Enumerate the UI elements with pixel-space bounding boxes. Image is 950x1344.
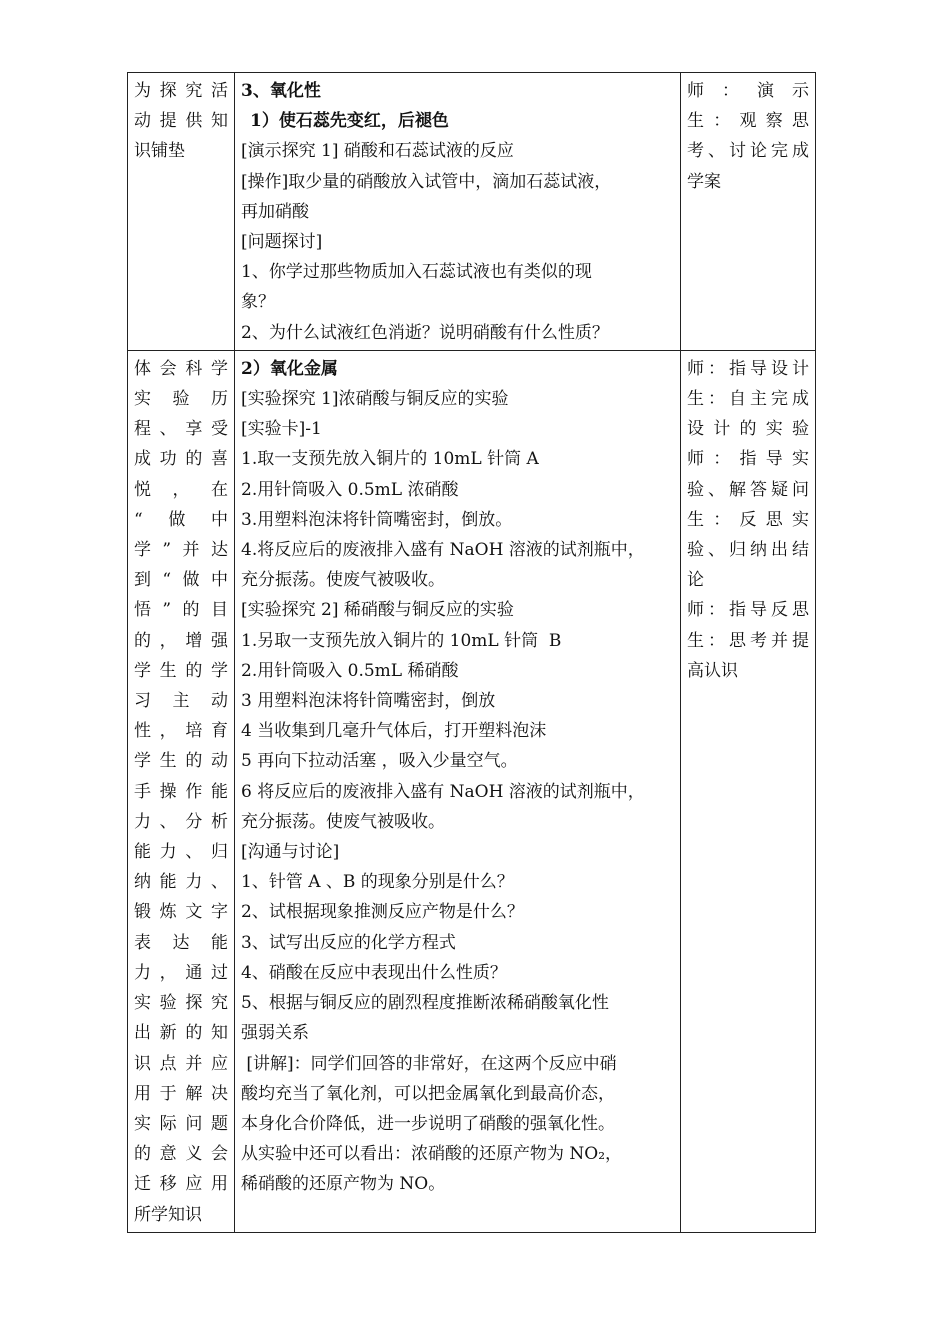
text-line: 的，增强 <box>134 630 228 651</box>
text-line: 学生的动 <box>134 751 228 772</box>
text-line: 生：反思实 <box>687 509 809 530</box>
text-line: 实际问题 <box>134 1113 228 1134</box>
text-line: 为探究活 <box>134 81 228 101</box>
content-line: 充分振荡。使废气被吸收。 <box>241 570 445 591</box>
text-line: 论 <box>687 570 704 591</box>
content-line: [实验探究 1]浓硝酸与铜反应的实验 <box>241 389 509 410</box>
text-line: 用于解决 <box>134 1083 228 1104</box>
content-line: 强弱关系 <box>241 1023 309 1044</box>
text-line: 纳能力、 <box>134 872 228 893</box>
text-line: “做中 <box>134 509 228 530</box>
content-line: 2、为什么试液红色消逝？说明硝酸有什么性质？ <box>241 322 609 343</box>
text-line: 性，培育 <box>134 721 228 742</box>
content-line: 再加硝酸 <box>241 201 309 222</box>
content-line: 1、针管 A 、B 的现象分别是什么？ <box>241 872 514 893</box>
text-line: 体会科学 <box>134 358 228 379</box>
text-line: 动提供知 <box>134 111 228 132</box>
text-line: 学”并达 <box>134 540 228 561</box>
content-line: 1.另取一支预先放入铜片的 10mL 针筒 B <box>241 630 562 651</box>
text-line: 学案 <box>687 171 721 192</box>
content-line: 1、你学过那些物质加入石蕊试液也有类似的现 <box>241 262 592 283</box>
activity-cell <box>681 73 816 351</box>
content-line: 3、试写出反应的化学方程式 <box>241 932 456 953</box>
content-line: 4.将反应后的废液排入盛有 NaOH 溶液的试剂瓶中， <box>241 540 645 561</box>
lesson-plan-table <box>127 72 816 1233</box>
text-line: 师：指导实 <box>687 449 809 470</box>
text-line: 生：观察思 <box>687 111 809 132</box>
content-line: 稀硝酸的还原产物为 NO。 <box>241 1174 446 1195</box>
content-line: 2.用针筒吸入 0.5mL 浓硝酸 <box>241 479 459 500</box>
table-row <box>128 350 816 1232</box>
content-cell <box>235 350 681 1232</box>
text-line: 习主动 <box>134 691 228 712</box>
text-line: 程、享受 <box>134 419 228 440</box>
text-line: 悟”的目 <box>134 600 228 621</box>
content-line: [沟通与讨论] <box>241 842 340 863</box>
text-line: 成功的喜 <box>134 449 228 470</box>
content-line: [实验卡]-1 <box>241 419 322 440</box>
content-line: [操作]取少量的硝酸放入试管中，滴加石蕊试液， <box>241 171 612 192</box>
content-line: 3 用塑料泡沫将针筒嘴密封，倒放 <box>241 691 496 712</box>
content-line: 3、氧化性 <box>241 81 321 101</box>
text-line: 手操作能 <box>134 781 228 802</box>
text-line: 师：指导设计 <box>687 358 809 379</box>
text-line: 高认识 <box>687 660 738 681</box>
text-line: 学生的学 <box>134 660 228 681</box>
content-line: [问题探讨] <box>241 232 323 253</box>
content-cell <box>235 73 681 351</box>
content-line: 充分振荡。使废气被吸收。 <box>241 811 445 832</box>
text-line: 实验探究 <box>134 993 228 1014</box>
content-line: 从实验中还可以看出：浓硝酸的还原产物为 NO₂， <box>241 1144 623 1165</box>
text-line: 实验历 <box>134 389 228 410</box>
text-line: 出新的知 <box>134 1023 228 1044</box>
text-line: 到“做中 <box>134 570 228 591</box>
content-line: 4 当收集到几毫升气体后，打开塑料泡沫 <box>241 721 547 742</box>
text-line: 师：指导反思 <box>687 600 809 621</box>
content-line: 5 再向下拉动活塞 ，吸入少量空气。 <box>241 751 518 772</box>
text-line: 力、分析 <box>134 811 228 832</box>
text-line: 生：自主完成 <box>687 389 809 410</box>
content-line: 4、硝酸在反应中表现出什么性质？ <box>241 962 507 983</box>
activity-cell <box>681 350 816 1232</box>
content-line: 1）使石蕊先变红，后褪色 <box>250 111 449 132</box>
text-line: 的意义会 <box>134 1144 228 1165</box>
content-line: 6 将反应后的废液排入盛有 NaOH 溶液的试剂瓶中， <box>241 781 645 802</box>
text-line: 锻炼文字 <box>134 902 228 923</box>
content-line: 5、根据与铜反应的剧烈程度推断浓稀硝酸氧化性 <box>241 993 609 1014</box>
content-line: [演示探究 1] 硝酸和石蕊试液的反应 <box>241 141 514 162</box>
content-line: 1.取一支预先放入铜片的 10mL 针筒 A <box>241 449 539 470</box>
text-line: 验、归纳出结 <box>687 540 809 561</box>
content-line: 2.用针筒吸入 0.5mL 稀硝酸 <box>241 660 459 681</box>
content-line: 酸均充当了氧化剂，可以把金属氧化到最高价态， <box>241 1083 615 1104</box>
goal-cell <box>128 73 235 351</box>
text-line: 迁移应用 <box>134 1174 228 1195</box>
goal-cell <box>128 350 235 1232</box>
text-line: 设计的实验 <box>687 419 809 440</box>
content-line: 本身化合价降低，进一步说明了硝酸的强氧化性。 <box>241 1113 615 1134</box>
content-line: 2、试根据现象推测反应产物是什么？ <box>241 902 524 923</box>
content-line: [讲解]：同学们回答的非常好，在这两个反应中硝 <box>241 1053 617 1074</box>
text-line: 师：演示 <box>687 81 809 101</box>
text-line: 识铺垫 <box>134 141 185 162</box>
text-line: 力，通过 <box>134 962 228 983</box>
text-line: 能力、归 <box>134 842 228 863</box>
text-line: 考、讨论完成 <box>687 141 809 162</box>
content-line: 象？ <box>241 292 275 313</box>
content-line: [实验探究 2] 稀硝酸与铜反应的实验 <box>241 600 514 621</box>
text-line: 表达能 <box>134 932 228 953</box>
text-line: 识点并应 <box>134 1053 228 1074</box>
content-line: 3.用塑料泡沫将针筒嘴密封，倒放。 <box>241 509 513 530</box>
text-line: 生：思考并提 <box>687 630 809 651</box>
text-line: 验、解答疑问 <box>687 479 809 500</box>
text-line: 所学知识 <box>134 1204 202 1225</box>
text-line: 悦，在 <box>134 479 228 500</box>
content-line: 2）氧化金属 <box>241 358 338 379</box>
table-row <box>128 73 816 351</box>
